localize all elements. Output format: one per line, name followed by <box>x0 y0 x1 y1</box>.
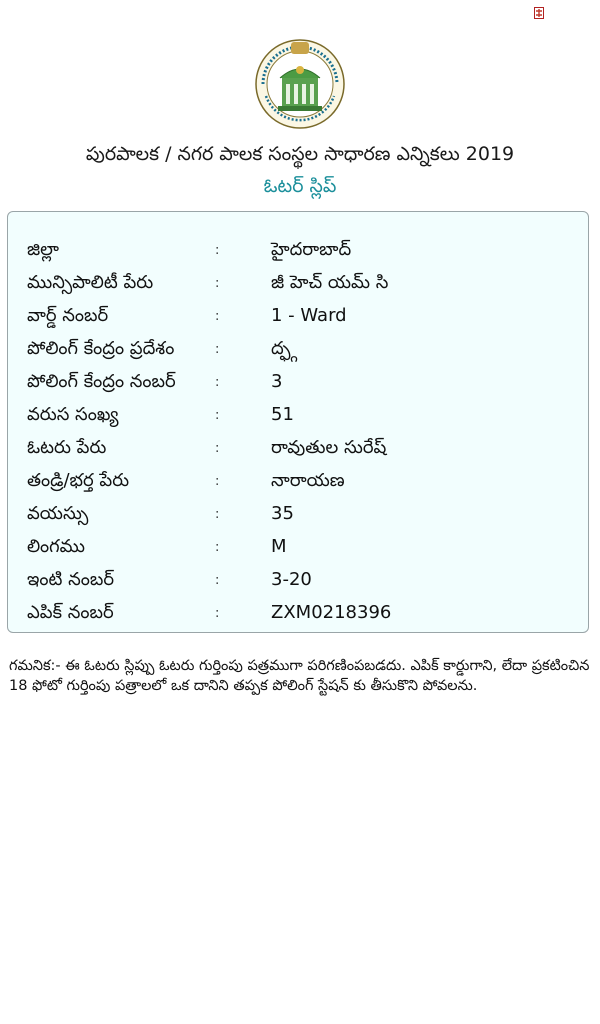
detail-row-voter-name <box>27 437 583 469</box>
detail-row-polling-location <box>27 338 583 370</box>
detail-label: వార్డ్ నంబర్ <box>27 305 109 326</box>
detail-label: వయస్సు <box>27 503 89 524</box>
detail-row-ward-number <box>27 305 583 337</box>
detail-label: మున్సిపాలిటీ పేరు <box>27 272 154 293</box>
detail-label: ఎపిక్ నంబర్ <box>27 602 114 623</box>
detail-value: ద్ఫ్గ <box>271 338 298 359</box>
detail-separator: : <box>215 474 220 489</box>
detail-label: జిల్లా <box>27 239 60 260</box>
detail-label: ఇంటి నంబర్ <box>27 569 115 590</box>
detail-value: నారాయణ <box>271 470 345 491</box>
detail-row-father-husband-name <box>27 470 583 502</box>
detail-value: 3 <box>271 371 283 392</box>
disclaimer-note: గమనిక:- ఈ ఓటరు స్లిప్పు ఓటరు గుర్తింపు పత్రముగా పరిగణింపబడదు. ఎపిక్ కార్డుగాని, లేదా ప్రకటించిన 18 ఫోటో గుర్తింపు పత్రాలలో ఒక దానిని తప్పక పోలింగ్ స్టేషన్ కు తీసుకొని పోవలను. <box>9 658 590 694</box>
detail-value: 35 <box>271 503 294 524</box>
detail-row-epic-number <box>27 602 583 634</box>
detail-separator: : <box>215 243 220 258</box>
detail-separator: : <box>215 408 220 423</box>
detail-row-gender <box>27 536 583 568</box>
detail-separator: : <box>215 507 220 522</box>
detail-separator: : <box>215 375 220 390</box>
detail-separator: : <box>215 309 220 324</box>
voter-details-card <box>7 211 589 633</box>
detail-separator: : <box>215 342 220 357</box>
detail-value: 3-20 <box>271 569 312 590</box>
detail-separator: : <box>215 441 220 456</box>
detail-value: జీ హెచ్ యమ్ సి <box>271 272 389 293</box>
detail-value: ZXM0218396 <box>271 602 392 623</box>
detail-value: హైదరాబాద్ <box>271 239 352 260</box>
detail-label: లింగము <box>27 536 85 557</box>
detail-row-municipality <box>27 272 583 304</box>
detail-row-polling-station-number <box>27 371 583 403</box>
detail-separator: : <box>215 573 220 588</box>
detail-row-house-number <box>27 569 583 601</box>
detail-label: వరుస సంఖ్య <box>27 404 119 425</box>
detail-row-district <box>27 239 583 271</box>
detail-value: M <box>271 536 287 557</box>
detail-label: తండ్రి/భర్త పేరు <box>27 470 130 491</box>
detail-label: పోలింగ్ కేంద్రం ప్రదేశం <box>27 338 175 359</box>
pdf-icon[interactable] <box>534 7 544 19</box>
detail-value: 51 <box>271 404 294 425</box>
detail-label: ఓటరు పేరు <box>27 437 107 458</box>
detail-value: 1 - Ward <box>271 305 347 326</box>
detail-separator: : <box>215 540 220 555</box>
detail-separator: : <box>215 276 220 291</box>
detail-row-serial-number <box>27 404 583 436</box>
detail-label: పోలింగ్ కేంద్రం నంబర్ <box>27 371 176 392</box>
detail-row-age <box>27 503 583 535</box>
election-commission-emblem-icon <box>254 38 346 130</box>
page-title: పురపాలక / నగర పాలక సంస్థల సాధారణ ఎన్నికలు 2019 <box>85 143 515 165</box>
page-subtitle: ఓటర్ స్లిప్ <box>263 175 337 197</box>
detail-separator: : <box>215 606 220 621</box>
detail-value: రావుతుల సురేష్ <box>271 437 387 458</box>
